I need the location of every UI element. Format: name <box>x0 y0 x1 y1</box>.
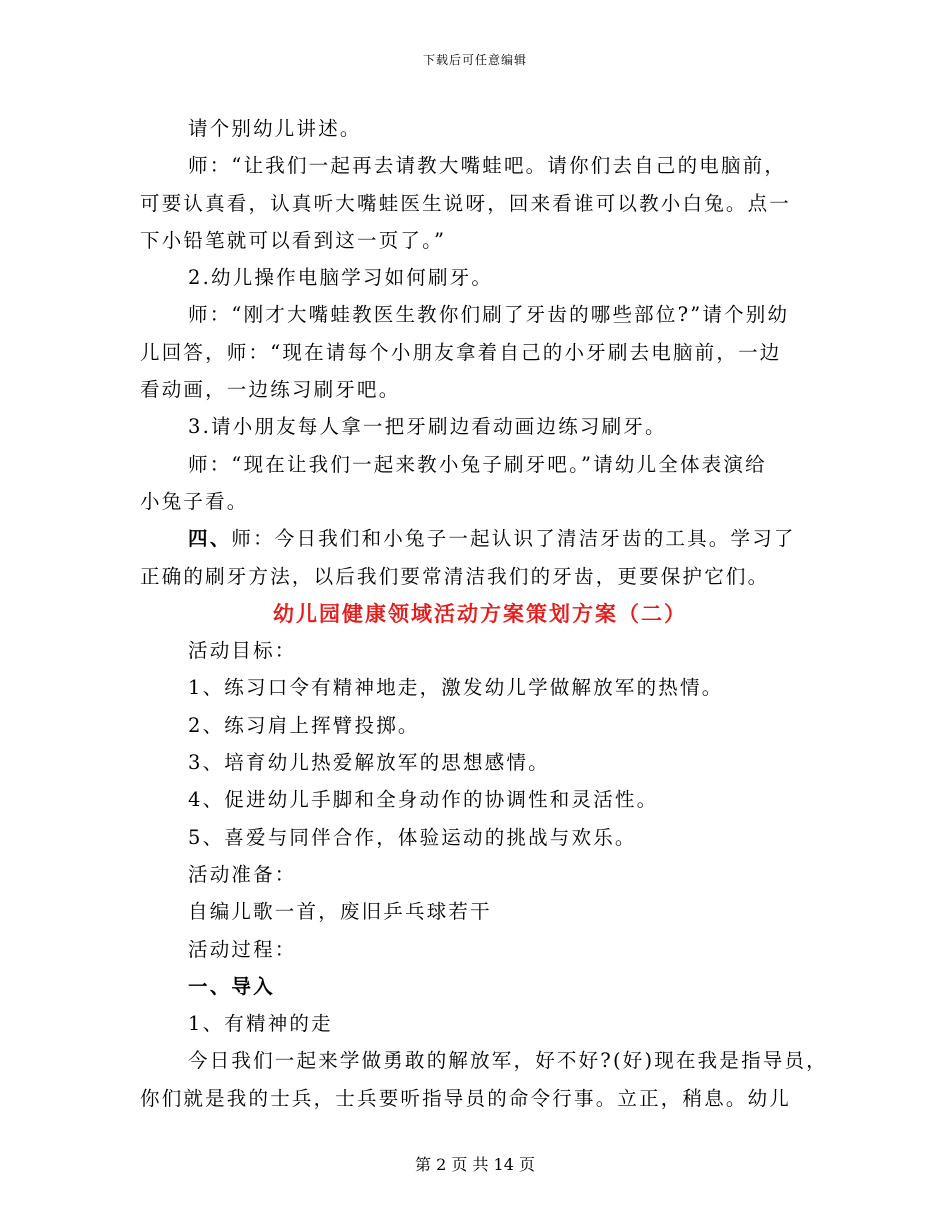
paragraph-line: 你们就是我的士兵，士兵要听指导员的命令行事。立正，稍息。幼儿 <box>140 1086 792 1110</box>
list-item: 2、练习肩上挥臂投掷。 <box>188 713 420 737</box>
list-item: 1、练习口令有精神地走，激发幼儿学做解放军的热情。 <box>188 676 724 700</box>
list-item: 3、培育幼儿热爱解放军的思想感情。 <box>188 751 550 775</box>
paragraph-line: 今日我们一起来学做勇敢的解放军，好不好?(好)现在我是指导员， <box>188 1049 828 1073</box>
subheading: 活动目标： <box>188 639 297 663</box>
paragraph-line: 正确的刷牙方法，以后我们要常清洁我们的牙齿，更要保护它们。 <box>140 564 770 588</box>
section-marker: 四、 <box>188 527 232 551</box>
paragraph-line: 看动画，一边练习刷牙吧。 <box>140 378 401 402</box>
page-footer: 第 2 页 共 14 页 <box>415 1155 535 1174</box>
paragraph-line: 可要认真看，认真听大嘴蛙医生说呀，回来看谁可以教小白兔。点一 <box>140 191 792 215</box>
paragraph-line: 师：“刚才大嘴蛙教医生教你们刷了牙齿的哪些部位?”请个别幼 <box>188 303 790 327</box>
paragraph-line: 自编儿歌一首，废旧乒乓球若干 <box>188 900 492 924</box>
paragraph-line: 师：“现在让我们一起来教小兔子刷牙吧。”请幼儿全体表演给 <box>188 452 767 476</box>
list-item: 4、促进幼儿手脚和全身动作的协调性和灵活性。 <box>188 788 659 812</box>
page-header: 下载后可任意编辑 <box>422 53 527 67</box>
paragraph-text: 师：今日我们和小兔子一起认识了清洁牙齿的工具。学习了 <box>231 527 796 551</box>
list-item: 5、喜爱与同伴合作，体验运动的挑战与欢乐。 <box>188 825 637 849</box>
document-body <box>140 110 828 1117</box>
paragraph-line <box>140 520 820 557</box>
paragraph-line: 请个别幼儿讲述。 <box>188 117 362 140</box>
section-heading: 一、导入 <box>188 974 275 998</box>
numbered-step: 3.请小朋友每人拿一把牙刷边看动画边练习刷牙。 <box>188 415 667 439</box>
section-title: 幼儿园健康领域活动方案策划方案（二） <box>273 600 687 626</box>
list-item: 1、有精神的走 <box>188 1012 333 1036</box>
subheading: 活动过程： <box>188 937 297 961</box>
paragraph-line: 师：“让我们一起再去请教大嘴蛙吧。请你们去自己的电脑前， <box>188 154 787 178</box>
paragraph-line: 儿回答，师：“现在请每个小朋友拿着自己的小牙刷去电脑前，一边 <box>140 340 782 364</box>
paragraph-line: 小兔子看。 <box>140 489 249 513</box>
numbered-step: 2.幼儿操作电脑学习如何刷牙。 <box>188 266 494 290</box>
subheading: 活动准备： <box>188 862 297 886</box>
paragraph-line: 下小铅笔就可以看到这一页了。” <box>140 228 447 252</box>
